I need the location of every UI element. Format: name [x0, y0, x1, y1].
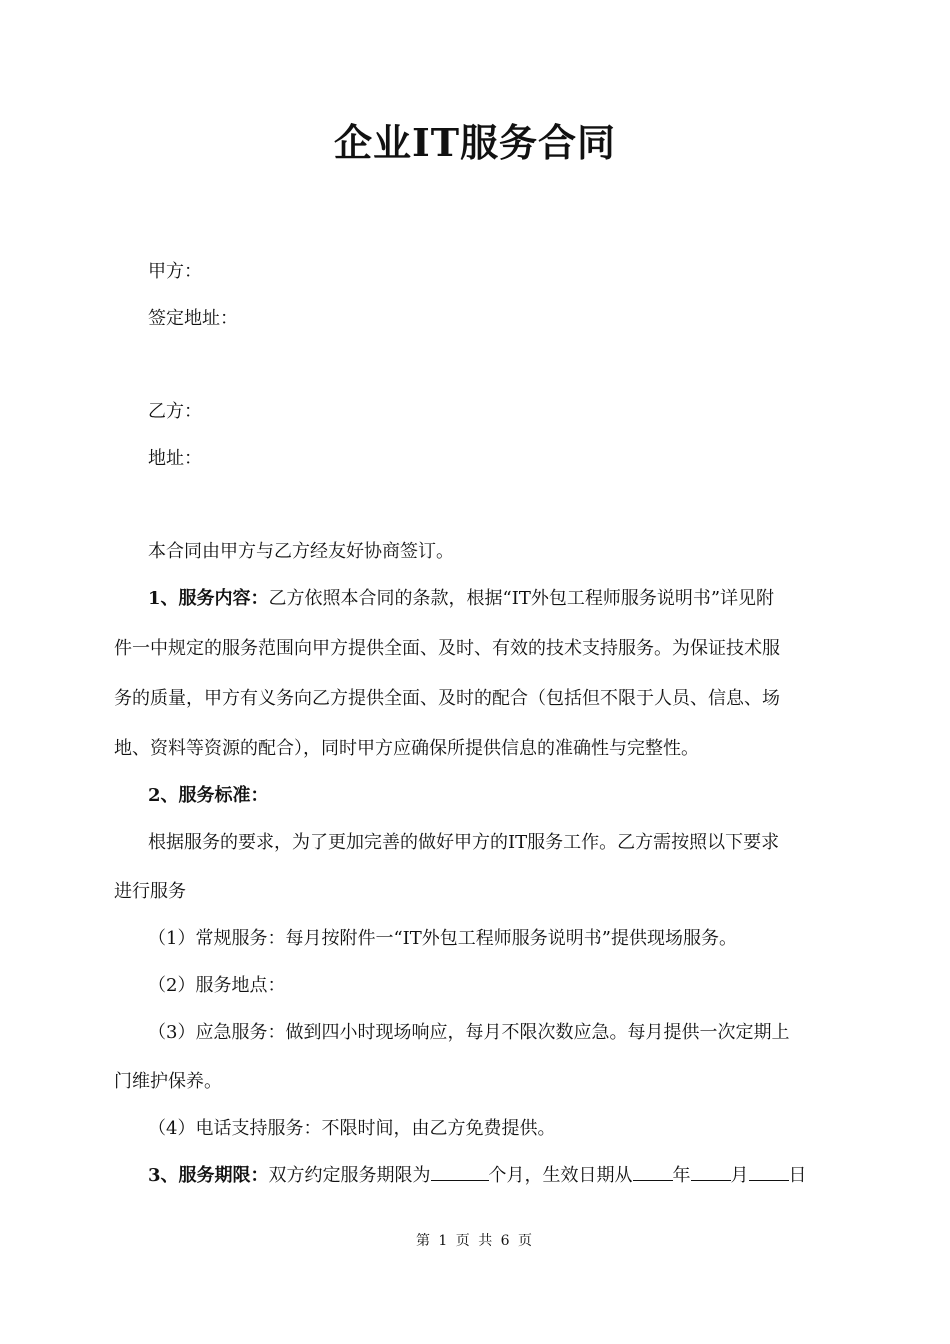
section-1-first-line	[148, 584, 774, 610]
section-2-item-3-line-1: （3）应急服务：做到四小时现场响应，每月不限次数应急。每月提供一次定期上	[148, 1022, 790, 1043]
day-blank	[749, 1162, 789, 1181]
section-3-text-d: 月	[730, 1165, 749, 1186]
section-3-text-c: 年	[672, 1165, 691, 1186]
section-3-first-line	[148, 1161, 807, 1187]
section-2-item-1: （1）常规服务：每月按附件一“IT外包工程师服务说明书”提供现场服务。	[148, 928, 737, 949]
section-1-text: 乙方依照本合同的条款，根据“IT外包工程师服务说明书”详见附	[268, 588, 775, 609]
section-3-heading: 3、服务期限：	[148, 1165, 269, 1186]
section-1-heading: 1、服务内容：	[148, 588, 269, 609]
section-2-item-4: （4）电话支持服务：不限时间，由乙方免费提供。	[148, 1118, 556, 1139]
section-2-heading: 2、服务标准：	[148, 785, 269, 806]
party-b-label: 乙方：	[148, 401, 202, 422]
section-1-line-2: 件一中规定的服务范围向甲方提供全面、及时、有效的技术支持服务。为保证技术服	[114, 638, 780, 659]
section-3-text-b: 个月，生效日期从	[488, 1165, 633, 1186]
section-3-text-e: 日	[788, 1165, 807, 1186]
page-number-footer: 第 1 页 共 6 页	[415, 1233, 535, 1249]
section-2-item-2: （2）服务地点：	[148, 975, 286, 996]
section-2-line-1: 根据服务的要求，为了更加完善的做好甲方的IT服务工作。乙方需按照以下要求	[148, 832, 780, 853]
section-2-line-2: 进行服务	[114, 881, 186, 902]
year-blank	[633, 1162, 673, 1181]
sign-address-label: 签定地址：	[148, 308, 238, 329]
intro-paragraph: 本合同由甲方与乙方经友好协商签订。	[148, 541, 454, 562]
section-1-line-4: 地、资料等资源的配合），同时甲方应确保所提供信息的准确性与完整性。	[114, 738, 699, 759]
party-a-label: 甲方：	[148, 261, 202, 282]
section-2-item-3-line-2: 门维护保养。	[114, 1071, 222, 1092]
months-blank	[431, 1162, 489, 1181]
document-title: 企业IT服务合同	[333, 120, 617, 165]
section-3-text-a: 双方约定服务期限为	[268, 1165, 431, 1186]
address-label: 地址：	[148, 448, 202, 469]
section-1-line-3: 务的质量，甲方有义务向乙方提供全面、及时的配合（包括但不限于人员、信息、场	[114, 688, 780, 709]
month-blank	[691, 1162, 731, 1181]
